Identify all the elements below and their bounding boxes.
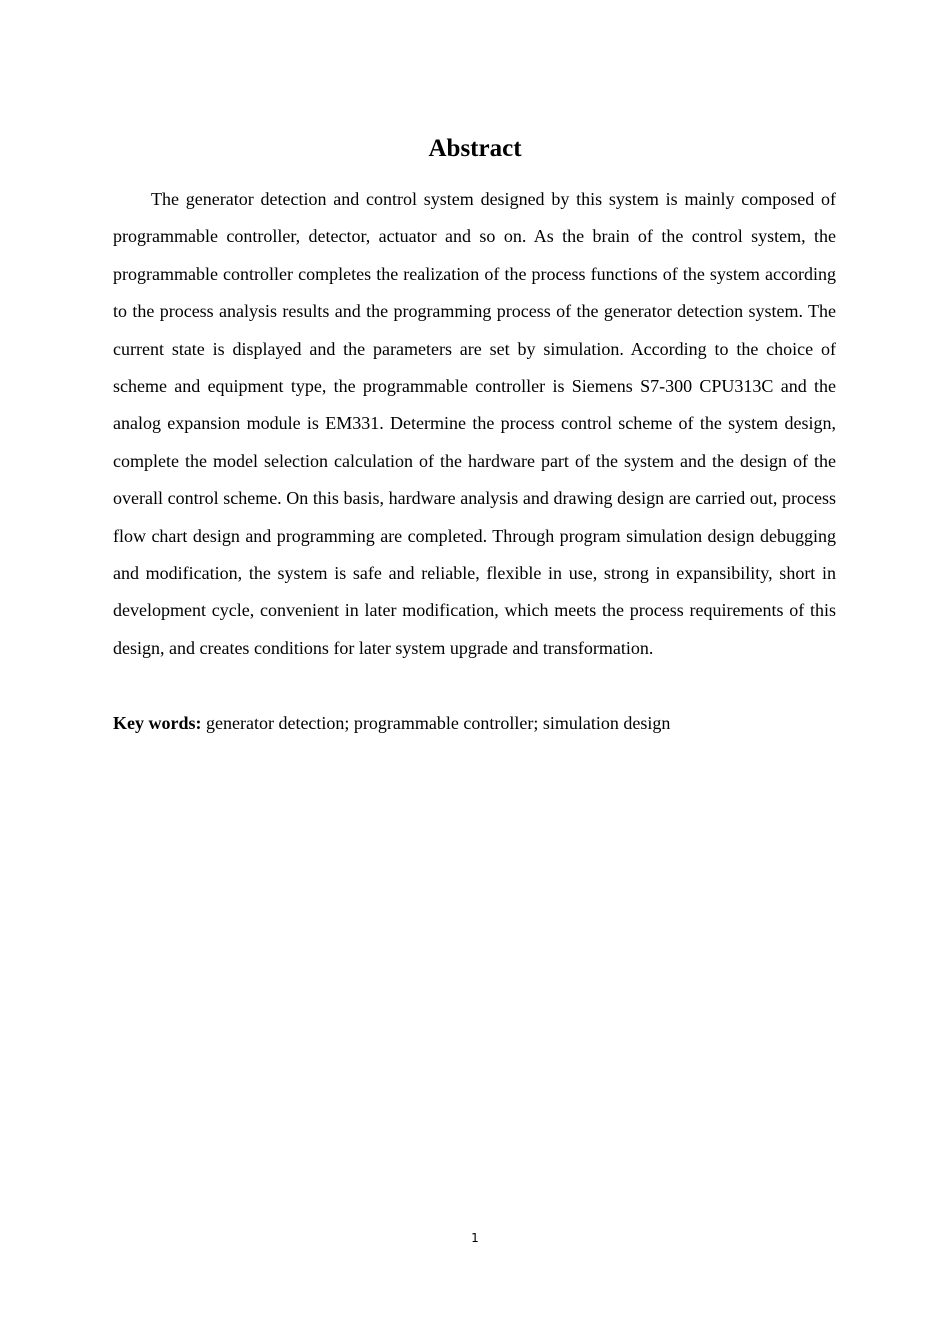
page-title: Abstract xyxy=(428,135,522,162)
abstract-body: The generator detection and control system designed by this system is mainly composed of programmable controller, detector, actuator and so on. As the brain of the control system, the programmable controller completes the realization of the process functions of the system according to the process analysis results and the programming process of the generator detection system. The current state is displayed and the parameters are set by simulation. According to the choice of scheme and equipment type, the programmable controller is Siemens S7-300 CPU313C and the analog expansion module is EM331. Determine the process control scheme of the system design, complete the model selection calculation of the hardware part of the system and the design of the overall control scheme. On this basis, hardware analysis and drawing design are carried out, process flow chart design and programming are completed. Through program simulation design debugging and modification, the system is safe and reliable, flexible in use, strong in expansibility, short in development cycle, convenient in later modification, which meets the process requirements of this design, and creates conditions for later system upgrade and transformation. xyxy=(113,189,836,658)
keywords-text: generator detection; programmable controller; simulation design xyxy=(201,713,671,733)
keywords-label: Key words: xyxy=(113,713,202,733)
keywords-line xyxy=(113,705,836,741)
page-number: 1 xyxy=(471,1231,479,1245)
